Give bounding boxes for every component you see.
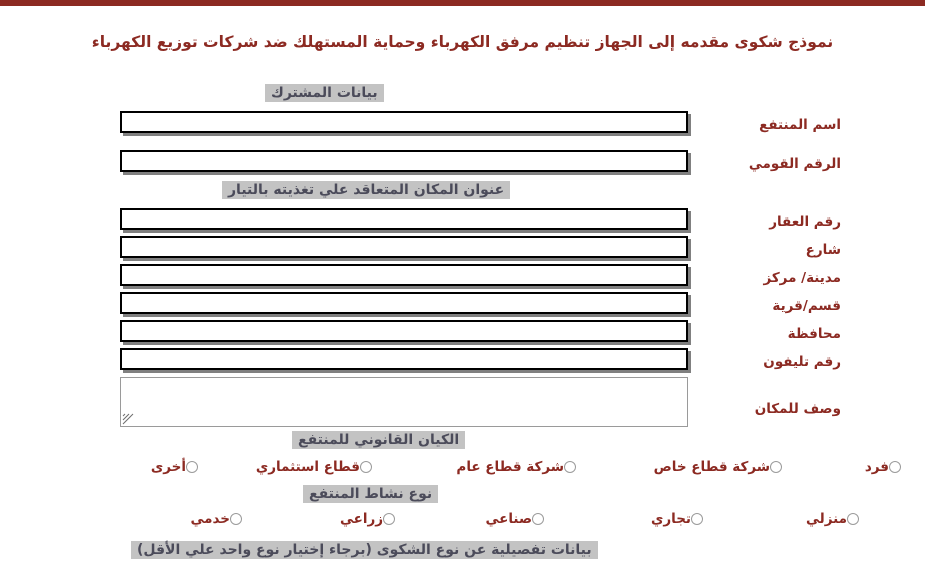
radio-circle-icon[interactable] bbox=[889, 461, 901, 473]
radio-option-activity-commercial[interactable]: تجاري bbox=[651, 511, 703, 527]
input-national-id[interactable] bbox=[120, 150, 688, 172]
label-beneficiary-name: اسم المنتفع bbox=[759, 117, 841, 133]
label-district-village: قسم/قرية bbox=[772, 298, 841, 314]
radio-option-legal-entity-investment-sector[interactable]: قطاع استثماري bbox=[256, 459, 372, 475]
input-governorate[interactable] bbox=[120, 320, 688, 342]
radio-circle-icon[interactable] bbox=[532, 513, 544, 525]
section-header-legal-entity: الكيان القانوني للمنتفع bbox=[292, 431, 465, 449]
radio-option-legal-entity-public-company[interactable]: شركة قطاع عام bbox=[456, 459, 576, 475]
radio-option-legal-entity-private-company[interactable]: شركة قطاع خاص bbox=[654, 459, 782, 475]
section-header-address: عنوان المكان المتعاقد علي تغذيته بالتيار bbox=[222, 181, 510, 199]
radio-group-legal-entity bbox=[0, 459, 925, 479]
label-national-id: الرقم القومي bbox=[748, 156, 841, 172]
page-title: نموذج شكوى مقدمه إلى الجهاز تنظيم مرفق الكهرباء وحماية المستهلك ضد شركات توزيع الكهرباء bbox=[91, 33, 834, 51]
input-place-description[interactable] bbox=[120, 377, 688, 427]
input-phone-number[interactable] bbox=[120, 348, 688, 370]
radio-circle-icon[interactable] bbox=[383, 513, 395, 525]
label-street: شارع bbox=[805, 242, 841, 258]
radio-circle-icon[interactable] bbox=[564, 461, 576, 473]
radio-circle-icon[interactable] bbox=[186, 461, 198, 473]
input-beneficiary-name[interactable] bbox=[120, 111, 688, 133]
radio-circle-icon[interactable] bbox=[847, 513, 859, 525]
radio-option-activity-service[interactable]: خدمي bbox=[190, 511, 242, 527]
radio-group-activity-type bbox=[0, 511, 925, 531]
radio-option-legal-entity-individual[interactable]: فرد bbox=[865, 459, 901, 475]
radio-circle-icon[interactable] bbox=[691, 513, 703, 525]
input-property-number[interactable] bbox=[120, 208, 688, 230]
radio-option-activity-industrial[interactable]: صناعي bbox=[485, 511, 544, 527]
section-header-complaint-details: بيانات تفصيلية عن نوع الشكوى (برجاء إختيار نوع واحد علي الأقل) bbox=[131, 541, 598, 559]
form-page bbox=[0, 6, 925, 568]
label-place-description: وصف للمكان bbox=[754, 401, 841, 417]
label-property-number: رقم العقار bbox=[769, 214, 841, 230]
radio-circle-icon[interactable] bbox=[360, 461, 372, 473]
label-city-center: مدينة/ مركز bbox=[763, 270, 841, 286]
radio-circle-icon[interactable] bbox=[770, 461, 782, 473]
radio-option-legal-entity-other[interactable]: أخرى bbox=[151, 459, 198, 475]
input-district-village[interactable] bbox=[120, 292, 688, 314]
radio-option-activity-residential[interactable]: منزلي bbox=[806, 511, 859, 527]
label-phone-number: رقم تليفون bbox=[763, 354, 841, 370]
radio-option-activity-agricultural[interactable]: زراعي bbox=[340, 511, 395, 527]
section-header-activity-type: نوع نشاط المنتفع bbox=[303, 485, 438, 503]
input-city-center[interactable] bbox=[120, 264, 688, 286]
label-governorate: محافظة bbox=[787, 326, 841, 342]
radio-circle-icon[interactable] bbox=[230, 513, 242, 525]
input-street[interactable] bbox=[120, 236, 688, 258]
section-header-subscriber: بيانات المشترك bbox=[265, 84, 384, 102]
